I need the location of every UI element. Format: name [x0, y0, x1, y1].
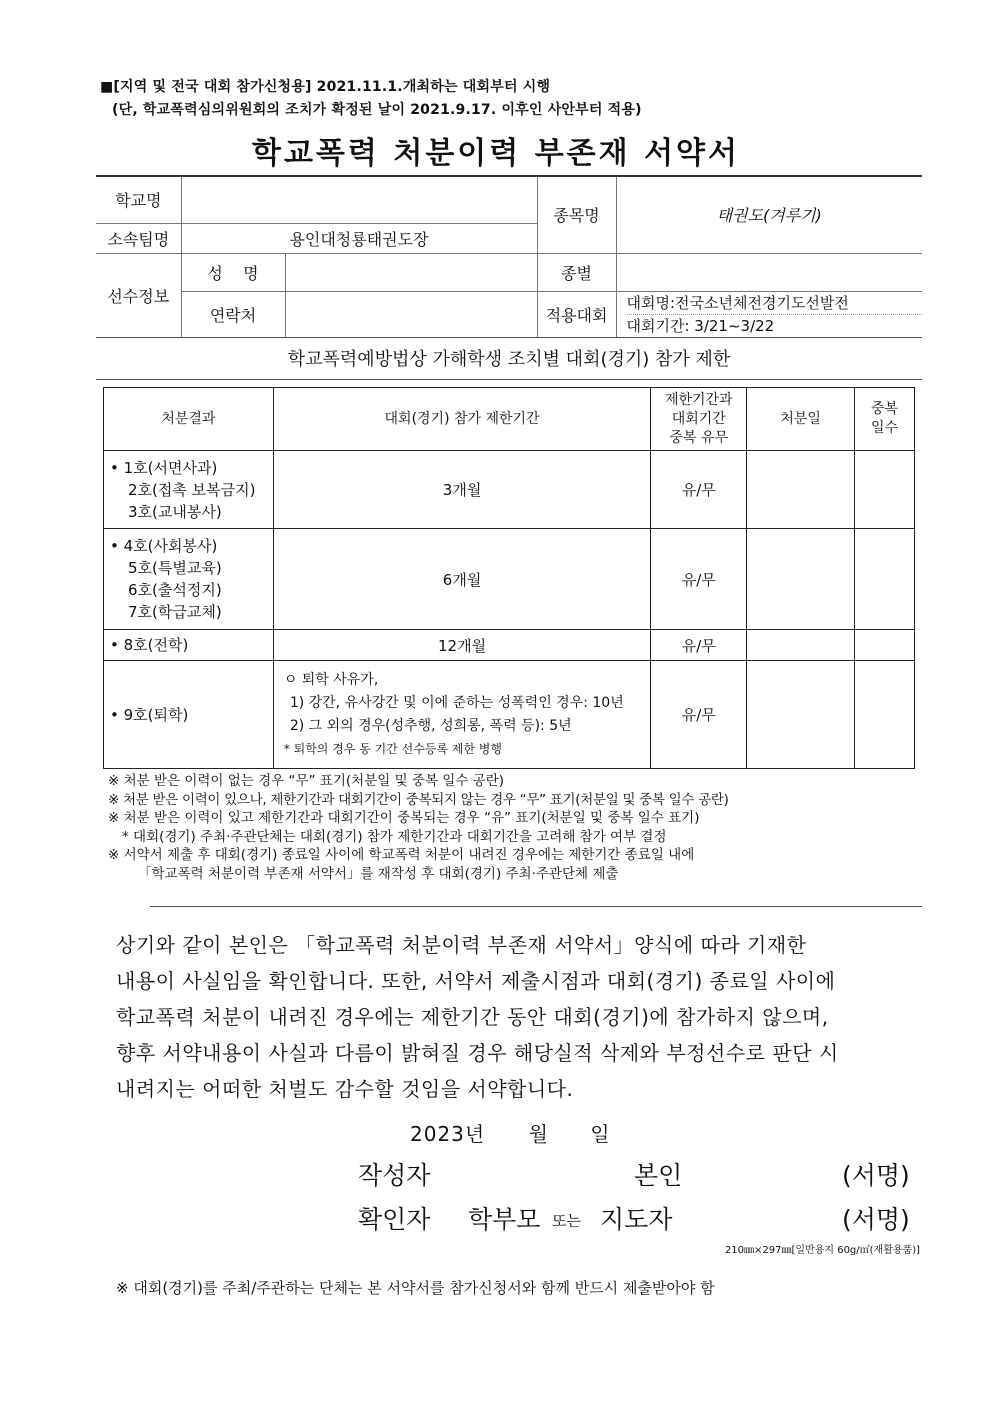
- header-result: 처분결과: [104, 388, 274, 451]
- days-cell[interactable]: [855, 451, 915, 529]
- header-days: 중복 일수: [855, 388, 915, 451]
- competition-period: 대회기간: 3/21~3/22: [627, 314, 923, 337]
- note-item: * 대회(경기) 주최·주관단체는 대회(경기) 참가 제한기간과 대회기간을 고려해 참가 여부 결정: [122, 828, 667, 845]
- date-cell[interactable]: [747, 529, 855, 630]
- contact-label: 연락처: [181, 291, 285, 337]
- result-cell: • 9호(퇴학): [104, 661, 274, 769]
- result-cell: • 4호(사회봉사) 5호(특별교육) 6호(출석정지) 7호(학급교체): [104, 529, 274, 630]
- team-value-cell[interactable]: 용인대청룡태권도장: [181, 223, 537, 253]
- name-label: 성 명: [181, 253, 285, 291]
- footer-note: ※ 대회(경기)를 주최/주관하는 단체는 본 서약서를 참가신청서와 함께 반드시 제출받아야 함: [116, 1279, 715, 1297]
- header-period: 대회(경기) 참가 제한기간: [273, 388, 651, 451]
- paper-spec: 210㎜×297㎜[일반용지 60g/㎡(재활용품)]: [724, 1245, 920, 1256]
- table-row: [104, 451, 915, 529]
- overlap-cell[interactable]: 유/무: [651, 529, 747, 630]
- date-month[interactable]: 월: [528, 1122, 549, 1146]
- competition-label: 적용대회: [537, 291, 616, 337]
- notes-list: [108, 772, 928, 883]
- overlap-cell[interactable]: 유/무: [651, 661, 747, 769]
- athlete-info-label: 선수정보: [96, 253, 181, 337]
- name-value-cell[interactable]: [285, 253, 537, 291]
- verifier-or: 또는: [552, 1212, 581, 1230]
- notice-line-2: (단, 학교폭력심의위원회의 조치가 확정된 날이 2021.9.17. 이후인 사안부터 적용): [112, 102, 642, 118]
- restriction-subtitle: 학교폭력예방법상 가해학생 조치별 대회(경기) 참가 제한: [287, 349, 731, 370]
- table-row: [104, 529, 915, 630]
- period-cell: 12개월: [273, 630, 651, 661]
- table-row: [104, 661, 915, 769]
- overlap-cell[interactable]: 유/무: [651, 630, 747, 661]
- note-item: ※ 처분 받은 이력이 있으나, 제한기간과 대회기간이 중복되지 않는 경우 “무” 표기(처분일 및 중복 일수 공란): [108, 791, 729, 808]
- days-cell[interactable]: [855, 661, 915, 769]
- contact-value-cell[interactable]: [285, 291, 537, 337]
- competition-value-cell[interactable]: [616, 291, 922, 337]
- pledge-text: 상기와 같이 본인은 「학교폭력 처분이력 부존재 서약서」양식에 따라 기재한 내용이 사실임을 확인합니다. 또한, 서약서 제출시점과 대회(경기) 종료일 사이에 학교폭력 처분이 내려진 경우에는 제한기간 동안 대회(경기)에 참가하지 않으며, 향후 서약내용이 사실과 다름이 밝혀질 경우 해당실적 삭제와 부정선수로 판단 시 내려지는 어떠한 처벌도 감수할 것임을 서약합니다.: [116, 933, 839, 1101]
- school-label: 학교명: [96, 176, 181, 223]
- date-cell[interactable]: [747, 661, 855, 769]
- school-value-cell[interactable]: [181, 176, 537, 223]
- date-year: 2023년: [410, 1122, 486, 1146]
- divider: [96, 379, 922, 380]
- date-day[interactable]: 일: [590, 1122, 611, 1146]
- days-cell[interactable]: [855, 529, 915, 630]
- team-label: 소속팀명: [96, 223, 181, 253]
- result-cell: • 1호(서면사과) 2호(접촉 보복금지) 3호(교내봉사): [104, 451, 274, 529]
- period-cell: 3개월: [273, 451, 651, 529]
- overlap-cell[interactable]: 유/무: [651, 451, 747, 529]
- note-item: ※ 처분 받은 이력이 없는 경우 “무” 표기(처분일 및 중복 일수 공란): [108, 773, 505, 789]
- header-overlap: 제한기간과 대회기간 중복 유무: [651, 388, 747, 451]
- date-cell[interactable]: [747, 630, 855, 661]
- verifier-signature[interactable]: (서명): [842, 1205, 910, 1234]
- category-value-cell[interactable]: [616, 253, 922, 291]
- restriction-table: [103, 387, 915, 769]
- category-label: 종별: [537, 253, 616, 291]
- signing-date: [410, 1118, 611, 1147]
- period-cell: ㅇ 퇴학 사유가, 1) 강간, 유사강간 및 이에 준하는 성폭력인 경우: 10년 2) 그 외의 경우(성추행, 성희롱, 폭력 등): 5년 * 퇴학의 경우 동 기간 선수등록 제한 병행: [273, 661, 651, 769]
- header-date: 처분일: [747, 388, 855, 451]
- competition-name: 대회명:전국소년체전경기도선발전: [626, 293, 849, 312]
- writer-role: 본인: [634, 1161, 683, 1190]
- verifier-parent: 학부모: [468, 1205, 541, 1234]
- date-cell[interactable]: [747, 451, 855, 529]
- writer-label: 작성자: [358, 1161, 431, 1190]
- note-item: ※ 서약서 제출 후 대회(경기) 종료일 사이에 학교폭력 처분이 내려진 경우에는 제한기간 종료일 내에: [108, 847, 695, 863]
- writer-signature[interactable]: (서명): [842, 1161, 910, 1190]
- divider: [96, 337, 922, 338]
- notice-line-1: ■[지역 및 전국 대회 참가신청용] 2021.11.1.개최하는 대회부터 시행: [100, 79, 551, 95]
- note-item: 「학교폭력 처분이력 부존재 서약서」를 재작성 후 대회(경기) 주최·주관단체 제출: [138, 865, 619, 882]
- divider: [150, 906, 922, 907]
- table-row: [104, 630, 915, 661]
- verifier-coach: 지도자: [600, 1205, 673, 1234]
- event-label: 종목명: [537, 176, 616, 253]
- athlete-info-table: [96, 175, 922, 338]
- result-cell: • 8호(전학): [104, 630, 274, 661]
- document-title: 학교폭력 처분이력 부존재 서약서: [251, 136, 741, 171]
- note-item: ※ 처분 받은 이력이 있고 제한기간과 대회기간이 중복되는 경우 “유” 표기(처분일 및 중복 일수 표기): [108, 810, 700, 826]
- days-cell[interactable]: [855, 630, 915, 661]
- period-cell: 6개월: [273, 529, 651, 630]
- event-value-cell[interactable]: 태권도(겨루기): [616, 176, 922, 253]
- verifier-label: 확인자: [358, 1205, 431, 1234]
